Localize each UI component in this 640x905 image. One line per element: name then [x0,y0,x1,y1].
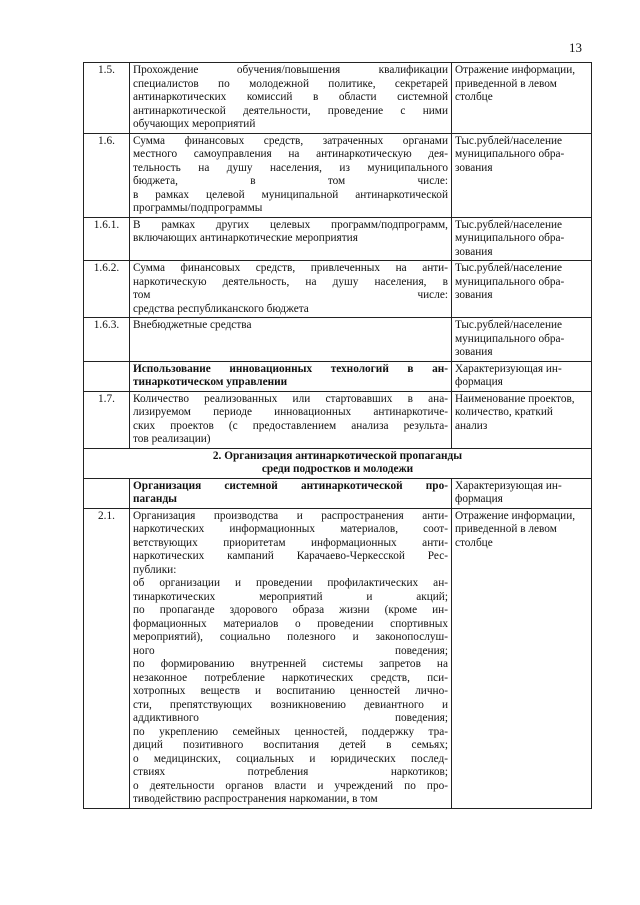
text-line: хотропных веществ и воспитанию ценностей лично- [133,685,448,697]
unit-cell [452,391,592,448]
text-line: о медицинских, социальных и юридических послед- [133,752,448,765]
unit-cell [452,478,592,508]
unit-line: зования [455,245,493,258]
unit-line: муниципального обра- [455,232,565,244]
text-line: программы/подпрограммы [133,202,263,214]
indicator-text [130,217,452,261]
table-row [84,217,592,261]
indicator-text [130,318,452,362]
text-line: бюджета, в том числе: [133,175,448,187]
unit-cell [452,133,592,217]
text-line: по формированию внутренней системы запретов на [133,658,448,670]
text-line: наркотических кампаний Карачаево-Черкесской Рес- [133,550,448,562]
table-row [84,361,592,391]
text-line: мероприятий), социально полезного и законопослуш- [133,631,448,643]
unit-line: Наименование проектов, [455,392,575,405]
text-line: наркотических информационных материалов, соот- [133,523,448,535]
text-line: Организация производства и распространения анти- [133,509,448,522]
text-line: том числе: [133,289,448,301]
row-number: 1.6.3. [84,318,130,362]
text-line: Сумма финансовых средств, затраченных органами [133,134,448,147]
indicator-text [130,508,452,808]
text-line: в рамках целевой муниципальной антинаркотической [133,188,448,201]
unit-line: Отражение информации, [455,509,576,522]
unit-line: Тыс.рублей/население [455,262,563,274]
text-line: антинаркотических комиссий в области системной [133,91,448,103]
unit-line: количество, краткий [455,406,553,418]
text-line: наркотическую деятельность, на душу населения, в [133,275,448,288]
text-line: ветствующих приоритетам информационных анти- [133,536,448,549]
unit-line: столбце [455,91,493,103]
unit-line: муниципального обра- [455,275,565,288]
text-line: тельность на душу населения, из муниципального [133,161,448,174]
text-line: Внебюджетные средства [133,319,252,331]
unit-line: муниципального обра- [455,148,565,160]
text-line: о деятельности органов власти и учреждений по про- [133,779,448,792]
text-line: Количество реализованных или стартовавших в ана- [133,392,448,405]
unit-cell [452,63,592,134]
text-line: ствиях потребления наркотиков; [133,766,448,778]
text-line: В рамках других целевых программ/подпрограмм, [133,218,448,231]
unit-cell [452,217,592,261]
indicators-table [83,62,592,809]
text-line: включающих антинаркотические мероприятия [133,232,358,244]
text-line: Сумма финансовых средств, привлеченных на анти- [133,262,448,274]
row-number: 2.1. [84,508,130,808]
section-title-line: 2. Организация антинаркотической пропаганды [212,449,463,462]
row-number: 1.6.2. [84,261,130,318]
unit-line: зования [455,346,493,358]
table-row [84,318,592,362]
indicator-text [130,261,452,318]
text-line: паганды [133,493,177,505]
table-row [84,261,592,318]
row-number: 1.5. [84,63,130,134]
unit-line: формация [455,376,503,388]
unit-line: Тыс.рублей/население [455,134,563,147]
text-line: об организации и проведении профилактических ан- [133,577,448,589]
unit-cell [452,261,592,318]
text-line: тов реализации) [133,433,211,445]
table-row [84,63,592,134]
indicator-text [130,133,452,217]
text-line: Прохождение обучения/повышения квалификации [133,64,448,76]
row-number [84,478,130,508]
section-title-line: среди подростков и молодежи [261,463,414,475]
section-title [84,448,592,478]
group-heading [130,361,452,391]
unit-line: Тыс.рублей/население [455,319,563,331]
text-line: антинаркотической деятельности, проведение с ними [133,104,448,117]
text-line: по пропаганде здорового образа жизни (кроме ин- [133,604,448,616]
unit-line: зования [455,289,493,301]
unit-line: приведенной в левом [455,77,557,90]
text-line: Организация системной антинаркотической про- [133,479,448,492]
unit-line: зования [455,161,493,174]
text-line: по укреплению семейных ценностей, поддержку тра- [133,725,448,738]
unit-line: приведенной в левом [455,523,557,535]
text-line: средства республиканского бюджета [133,302,309,315]
table-row [84,133,592,217]
group-heading [130,478,452,508]
unit-line: Характеризующая ин- [455,362,562,375]
text-line: обучающих мероприятий [133,118,256,130]
text-line: ских проектов (с предоставлением анализа результа- [133,419,448,432]
table-row [84,478,592,508]
unit-line: муниципального обра- [455,332,565,345]
text-line: специалистов по молодежной политике, секретарей [133,77,448,90]
text-line: тинаркотическом управлении [133,376,288,388]
page-number: 13 [569,40,582,55]
indicator-text [130,63,452,134]
text-line: незаконное потребление наркотических средств, пси- [133,671,448,684]
unit-line: Тыс.рублей/население [455,218,563,231]
row-number [84,361,130,391]
row-number: 1.7. [84,391,130,448]
unit-line: Отражение информации, [455,64,576,76]
unit-line: анализ [455,419,488,432]
text-line: аддиктивного поведения; [133,712,448,724]
indicator-text [130,391,452,448]
text-line: формационных материалов о проведении спортивных [133,617,448,630]
text-line: тиводействию распространения наркомании, в том [133,793,378,805]
unit-line: столбце [455,536,493,549]
unit-line: Характеризующая ин- [455,479,562,492]
table-row [84,508,592,808]
row-number: 1.6.1. [84,217,130,261]
unit-line: формация [455,493,503,505]
unit-cell [452,318,592,362]
table-row [84,391,592,448]
text-line: Использование инновационных технологий в ан- [133,362,448,375]
unit-cell [452,361,592,391]
text-line: тинаркотических мероприятий и акций; [133,590,448,603]
row-number: 1.6. [84,133,130,217]
text-line: ного поведения; [133,644,448,657]
text-line: публики: [133,563,177,576]
unit-cell [452,508,592,808]
text-line: диций позитивного воспитания детей в семьях; [133,739,448,751]
text-line: местного самоуправления на антинаркотическую дея- [133,148,448,160]
section-header-row [84,448,592,478]
text-line: лизируемом периоде инновационных антинаркотиче- [133,406,448,418]
text-line: сти, препятствующих возникновению девиантного и [133,698,448,711]
